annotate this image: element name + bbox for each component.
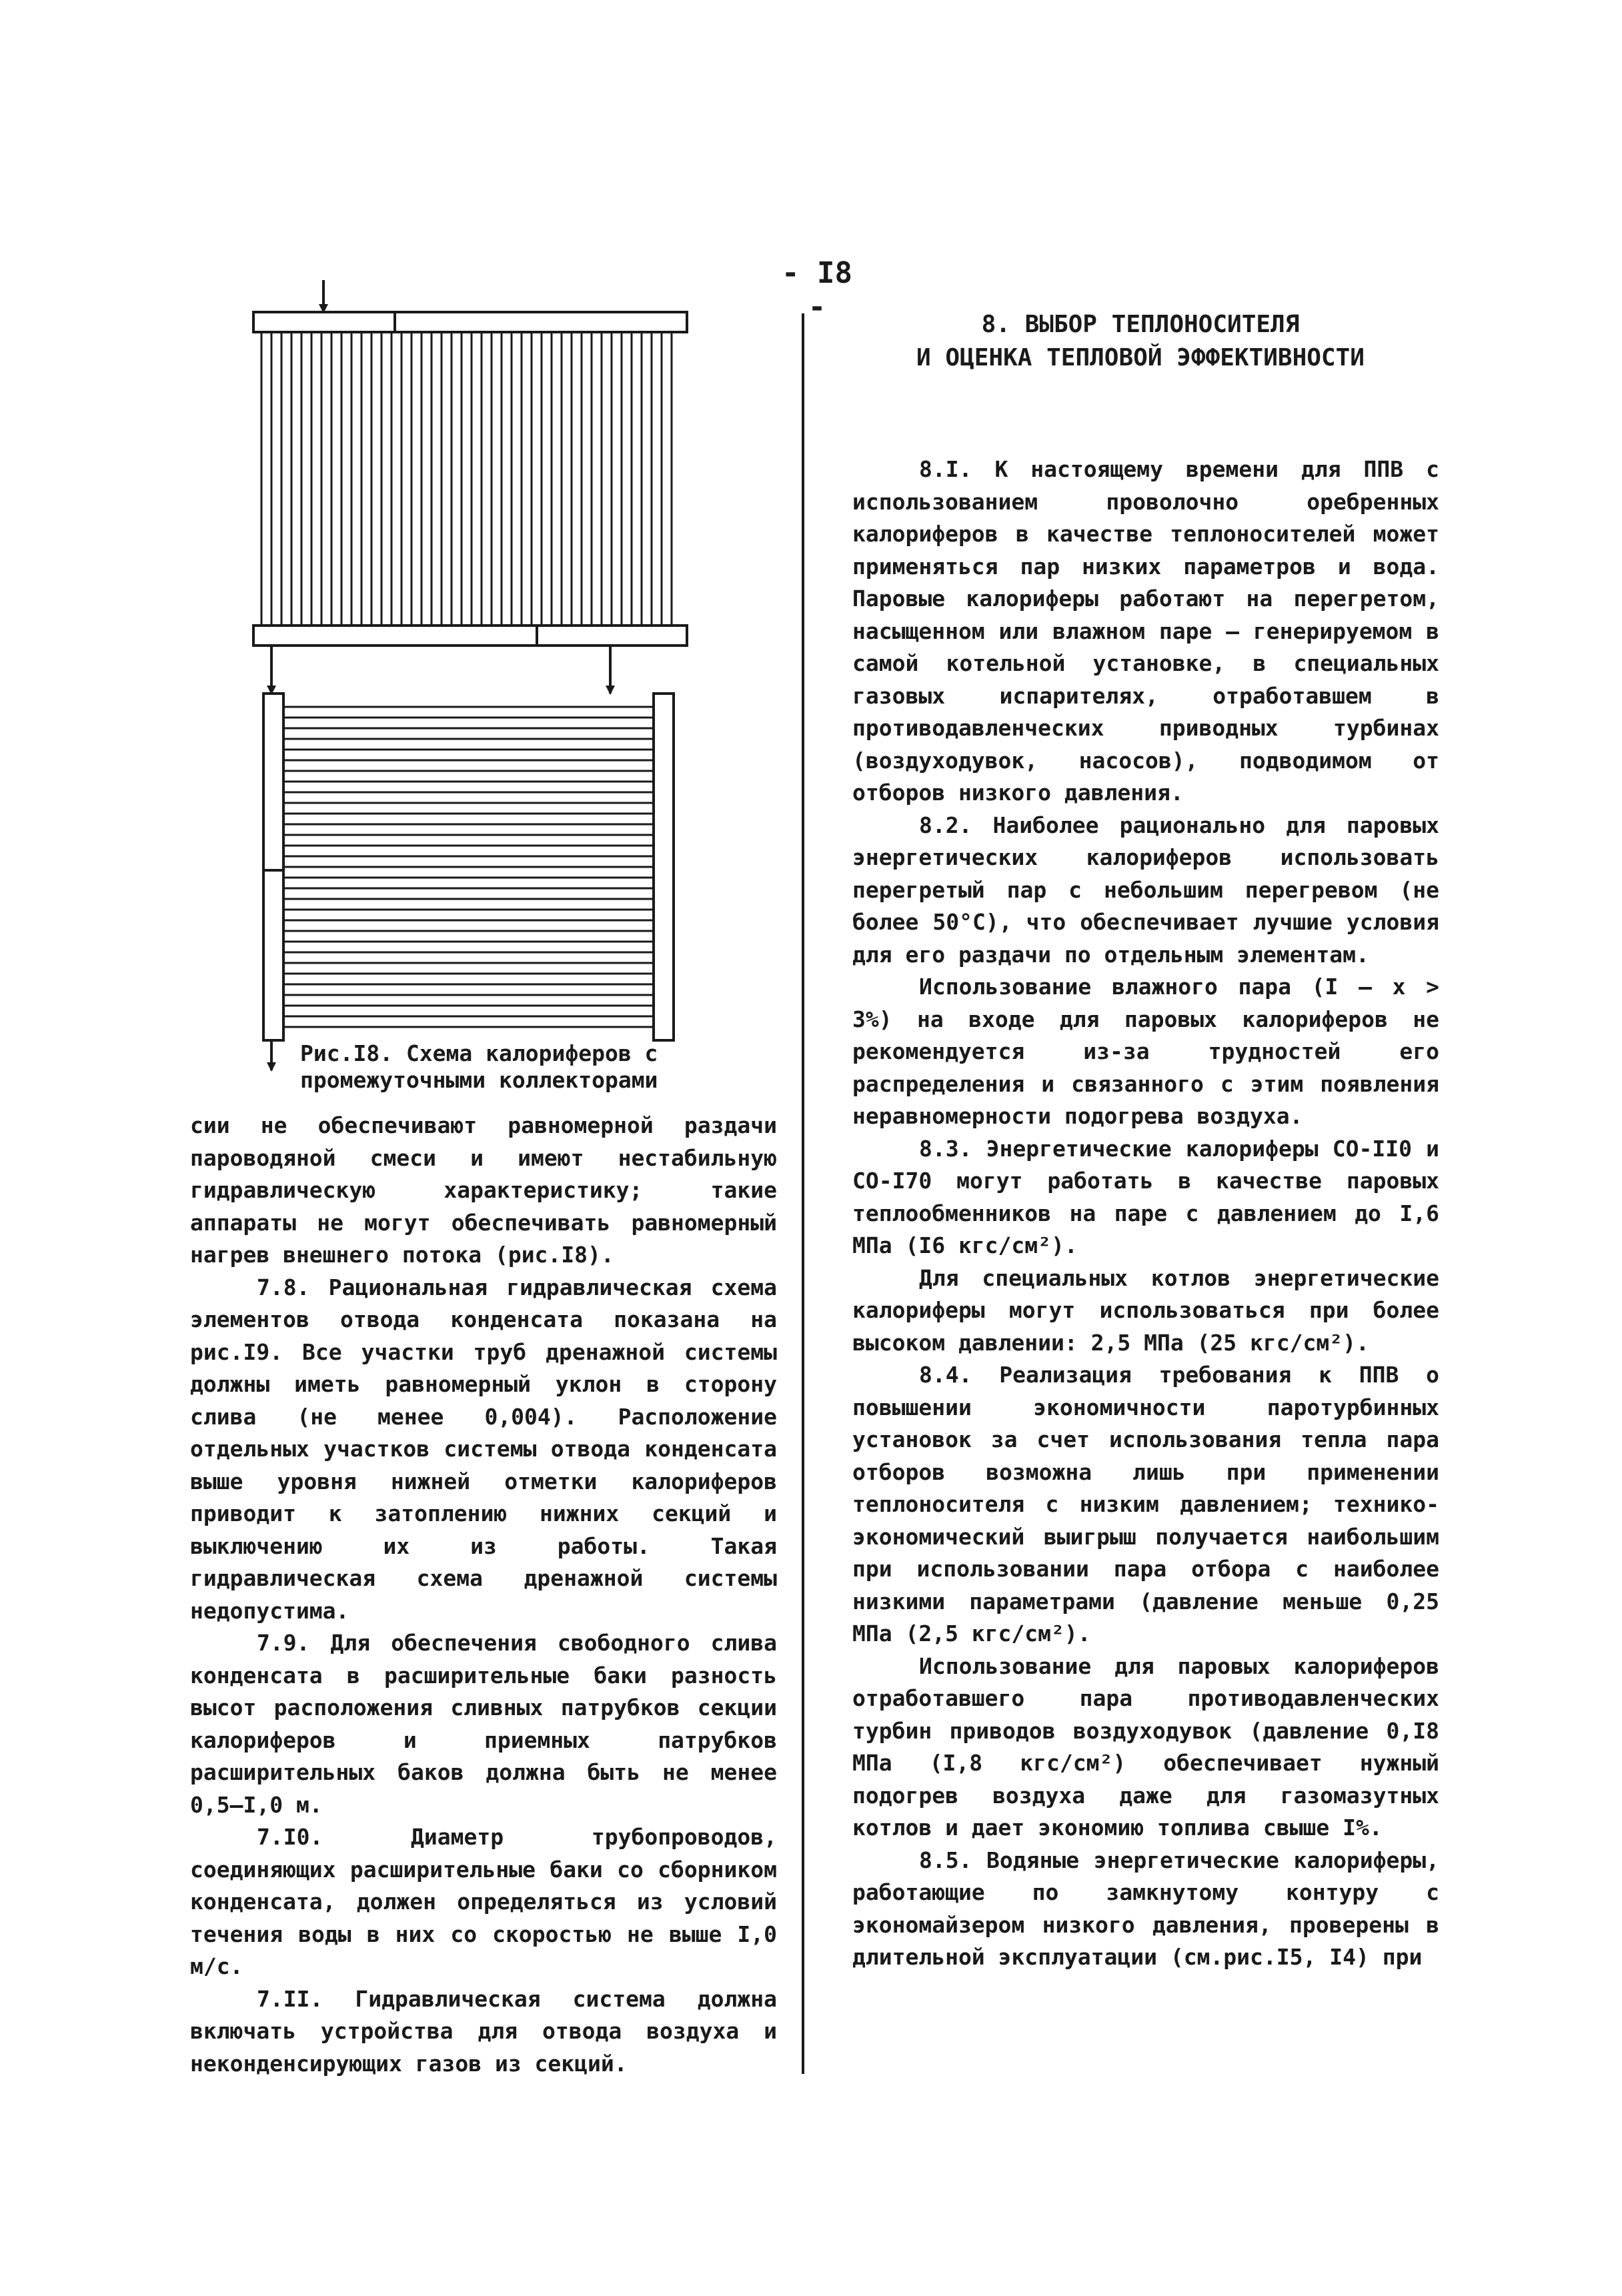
paragraph: 7.I0. Диаметр трубопроводов, соединяющих расширительные баки со сборником конденсата, должен определяться из условий течения воды в них со скоростью не выше I,0 м/с. [190, 1824, 777, 1979]
right-column-text [852, 453, 1439, 1974]
section-heading-line2: И ОЦЕНКА ТЕПЛОВОЙ ЭФФЕКТИВНОСТИ [916, 344, 1365, 371]
paragraph: Использование для паровых калориферов отработавшего пара противодавленческих турбин приводов воздуходувок (давление 0,I8 МПа (I,8 кгс/см²) обеспечивает нужный подогрев воздуха даже для газомазутных котлов и дает экономию топлива свыше I%. [852, 1652, 1439, 1841]
paragraph: 8.2. Наиболее рационально для паровых энергетических калориферов использовать перегретый пар с небольшим перегревом (не более 50°С), что обеспечивает лучшие условия для его раздачи по отдельным элементам. [852, 812, 1439, 968]
lower-left-collector [263, 694, 283, 1040]
paragraph: 7.8. Рациональная гидравлическая схема элементов отвода конденсата показана на рис.I9. Все участки труб дренажной системы должны иметь равномерный уклон в сторону слива (не менее 0,004). Расположение отдельных участков системы отвода конденсата выше уровня нижней отметки калориферов приводит к затоплению нижних секций и выключению их из работы. Такая гидравлическая схема дренажной системы недопустима. [190, 1274, 777, 1624]
paragraph: 7.II. Гидравлическая система должна включать устройства для отвода воздуха и неконденсирующих газов из секций. [190, 1985, 777, 2077]
lower-right-collector [654, 694, 674, 1040]
section-heading [840, 308, 1441, 375]
paragraph: 8.I. К настоящему времени для ППВ с использованием проволочно оребренных калориферов в качестве теплоносителей может применяться пар низких параметров и вода. Паровые калориферы работают на перегретом, насыщенном или влажном паре – генерируемом в самой котельной установке, в специальных газовых испарителях, отработавшем в противодавленческих приводных турбинах (воздуходувок, насосов), подводимом от отборов низкого давления. [852, 456, 1439, 806]
section-heading-line1: 8. ВЫБОР ТЕПЛОНОСИТЕЛЯ [981, 311, 1300, 338]
upper-vertical-tubes [261, 332, 672, 626]
paragraph: 8.5. Водяные энергетические калориферы, работающие по замкнутому контуру с экономайзером низкого давления, проверены в длительной эксплуатации (см.рис.I5, I4) при [852, 1847, 1439, 1970]
figure-caption: Рис.I8. Схема калориферов с промежуточными коллекторами [300, 1040, 658, 1093]
paragraph: Использование влажного пара (I – x > 3%) на входе для паровых калориферов не рекомендуется из-за трудностей его распределения и связанного с этим появления неравномерности подогрева воздуха. [852, 974, 1439, 1129]
paragraph: 8.4. Реализация требования к ППВ о повышении экономичности паротурбинных установок за счет использования тепла пара отборов возможна лишь при применении теплоносителя с низким давлением; технико-экономический выигрыш получается наибольшим при использовании пара отбора с наиболее низкими параметрами (давление меньше 0,25 МПа (2,5 кгс/см²). [852, 1362, 1439, 1646]
left-column-text [190, 1110, 777, 2080]
calorifer-scheme-drawing [240, 267, 707, 1074]
lower-horizontal-tubes [283, 707, 654, 1027]
column-divider [802, 313, 804, 2074]
upper-top-header [253, 312, 687, 332]
page-number: - I8 - [782, 256, 852, 324]
paragraph: сии не обеспечивают равномерной раздачи пароводяной смеси и имеют нестабильную гидравлическую характеристику; такие аппараты не могут обеспечивать равномерный нагрев внешнего потока (рис.I8). [190, 1112, 777, 1268]
calorifer-scheme-figure [240, 267, 707, 1074]
upper-bottom-header [253, 626, 687, 646]
paragraph: 7.9. Для обеспечения свободного слива конденсата в расширительные баки разность высот расположения сливных патрубков секции калориферов и приемных патрубков расширительных баков должна быть не менее 0,5–I,0 м. [190, 1630, 777, 1818]
paragraph: 8.3. Энергетические калориферы СО-II0 и СО-I70 могут работать в качестве паровых теплообменников на паре с давлением до I,6 МПа (I6 кгс/см²). [852, 1135, 1439, 1258]
paragraph: Для специальных котлов энергетические калориферы могут использоваться при более высоком давлении: 2,5 МПа (25 кгс/см²). [852, 1264, 1439, 1356]
